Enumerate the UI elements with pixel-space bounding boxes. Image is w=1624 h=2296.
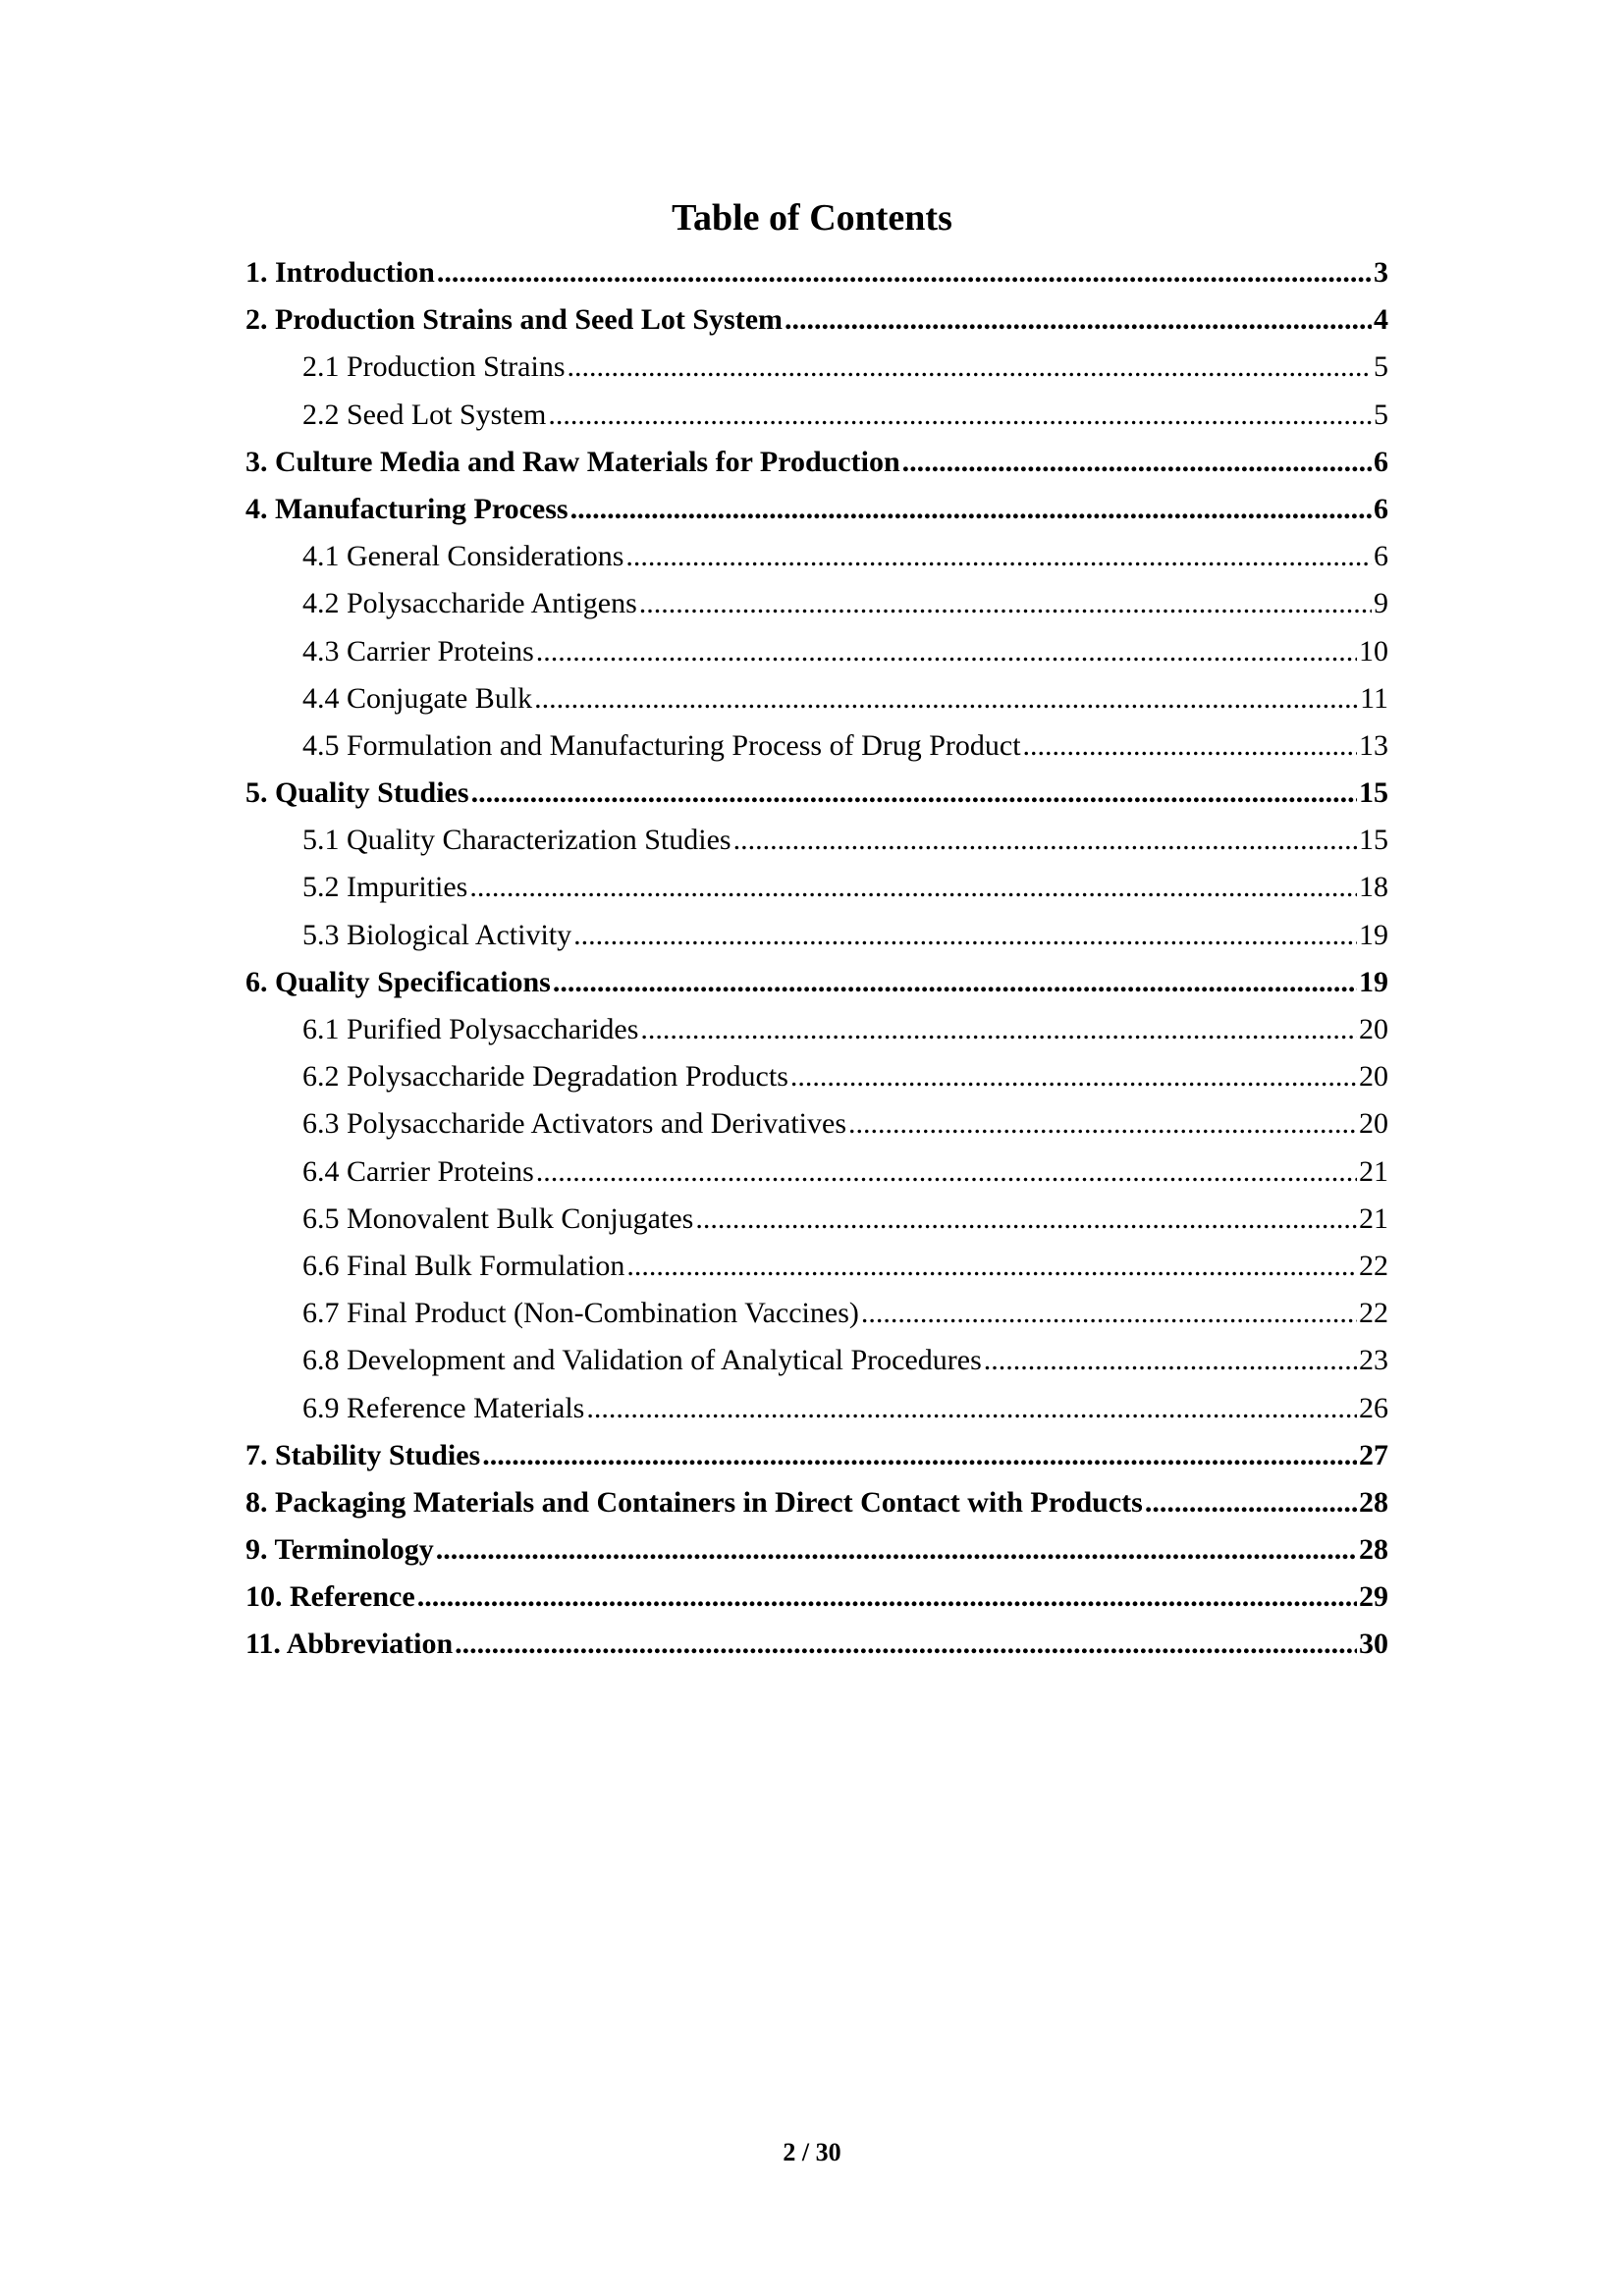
toc-section-link[interactable] [245, 1574, 1388, 1621]
toc-subsection-link[interactable] [245, 675, 1388, 722]
toc-subsection-link[interactable] [245, 864, 1388, 911]
toc-page-number: 26 [1359, 1391, 1388, 1424]
toc-page-number: 6 [1374, 445, 1388, 478]
toc-subsection-link[interactable] [245, 392, 1388, 439]
toc-subsection-link[interactable] [245, 1053, 1388, 1100]
toc-dot-leader [790, 1053, 1357, 1100]
toc-entry-title: 6.4 Carrier Proteins [302, 1154, 534, 1188]
toc-section-link[interactable] [245, 1526, 1388, 1574]
toc-entry-title: 4.2 Polysaccharide Antigens [302, 587, 637, 620]
toc-entry-title: 4.5 Formulation and Manufacturing Process of Drug Product [302, 728, 1021, 762]
toc-dot-leader [553, 959, 1357, 1006]
toc-subsection-link[interactable] [245, 722, 1388, 770]
toc-dot-leader [573, 912, 1357, 959]
toc-page-number: 5 [1374, 398, 1388, 431]
toc-entry-title: 7. Stability Studies [245, 1438, 481, 1471]
toc-entry-title: 5. Quality Studies [245, 776, 469, 810]
toc-page-number: 4 [1374, 303, 1388, 337]
toc-dot-leader [695, 1196, 1357, 1243]
toc-dot-leader [640, 1006, 1357, 1053]
toc-entry-title: 5.3 Biological Activity [302, 918, 572, 951]
toc-subsection-link[interactable] [245, 1196, 1388, 1243]
page-number-footer: 2 / 30 [783, 2138, 841, 2166]
toc-page-number: 19 [1359, 965, 1388, 998]
toc-dot-leader [568, 344, 1373, 391]
toc-entry-title: 9. Terminology [245, 1533, 434, 1567]
toc-page-number: 11 [1360, 681, 1388, 715]
toc-subsection-link[interactable] [245, 1148, 1388, 1196]
toc-subsection-link[interactable] [245, 912, 1388, 959]
toc-page-number: 20 [1359, 1107, 1388, 1141]
toc-page-number: 5 [1374, 350, 1388, 384]
toc-entry-title: 6. Quality Specifications [245, 965, 551, 998]
toc-page-number: 28 [1359, 1485, 1388, 1519]
toc-entry-title: 6.6 Final Bulk Formulation [302, 1249, 625, 1282]
toc-page-number: 23 [1359, 1344, 1388, 1377]
toc-section-link[interactable] [245, 1479, 1388, 1526]
toc-entry-title: 1. Introduction [245, 256, 435, 289]
toc-dot-leader [536, 628, 1357, 675]
toc-entry-title: 4.4 Conjugate Bulk [302, 681, 533, 715]
toc-entry-title: 2.1 Production Strains [302, 350, 566, 384]
toc-subsection-link[interactable] [245, 817, 1388, 864]
toc-entry-title: 2.2 Seed Lot System [302, 398, 547, 431]
toc-subsection-link[interactable] [245, 1243, 1388, 1290]
toc-page-number: 10 [1359, 634, 1388, 667]
toc-section-link[interactable] [245, 439, 1388, 486]
toc-page-number: 3 [1374, 256, 1388, 289]
toc-page-number: 6 [1374, 492, 1388, 525]
toc-page-number: 19 [1359, 918, 1388, 951]
toc-section-link[interactable] [245, 1621, 1388, 1668]
toc-page-number: 18 [1359, 871, 1388, 904]
toc-dot-leader [437, 249, 1372, 296]
toc-subsection-link[interactable] [245, 1006, 1388, 1053]
toc-dot-leader [455, 1621, 1357, 1668]
toc-subsection-link[interactable] [245, 1290, 1388, 1337]
page-title: Table of Contents [672, 197, 952, 239]
toc-section-link[interactable] [245, 1432, 1388, 1479]
toc-dot-leader [626, 1243, 1357, 1290]
toc-section-link[interactable] [245, 296, 1388, 344]
toc-subsection-link[interactable] [245, 580, 1388, 627]
toc-section-link[interactable] [245, 959, 1388, 1006]
toc-subsection-link[interactable] [245, 344, 1388, 391]
toc-dot-leader [417, 1574, 1357, 1621]
toc-entry-title: 5.1 Quality Characterization Studies [302, 824, 731, 857]
toc-subsection-link[interactable] [245, 628, 1388, 675]
toc-dot-leader [436, 1526, 1357, 1574]
toc-page-number: 15 [1359, 824, 1388, 857]
toc-dot-leader [984, 1337, 1357, 1384]
toc-page-number: 28 [1359, 1533, 1388, 1567]
toc-entry-title: 3. Culture Media and Raw Materials for Production [245, 445, 900, 478]
toc-dot-leader [625, 533, 1372, 580]
toc-entry-title: 6.2 Polysaccharide Degradation Products [302, 1060, 788, 1094]
toc-dot-leader [570, 486, 1372, 533]
toc-dot-leader [469, 864, 1357, 911]
toc-dot-leader [482, 1432, 1357, 1479]
toc-entry-title: 4. Manufacturing Process [245, 492, 568, 525]
toc-dot-leader [536, 1148, 1357, 1196]
toc-page-number: 20 [1359, 1013, 1388, 1045]
toc-page-number: 9 [1374, 587, 1388, 620]
toc-page-number: 13 [1359, 728, 1388, 762]
toc-dot-leader [848, 1100, 1357, 1148]
toc-subsection-link[interactable] [245, 1385, 1388, 1432]
toc-subsection-link[interactable] [245, 1100, 1388, 1148]
toc-page-number: 6 [1374, 540, 1388, 573]
toc-entry-title: 6.3 Polysaccharide Activators and Derivatives [302, 1107, 847, 1141]
toc-subsection-link[interactable] [245, 1337, 1388, 1384]
toc-page-number: 22 [1359, 1297, 1388, 1330]
toc-dot-leader [861, 1290, 1357, 1337]
toc-section-link[interactable] [245, 770, 1388, 817]
toc-dot-leader [1023, 722, 1357, 770]
toc-entry-title: 6.5 Monovalent Bulk Conjugates [302, 1201, 694, 1235]
toc-entry-title: 6.9 Reference Materials [302, 1391, 585, 1424]
toc-page-number: 20 [1359, 1060, 1388, 1094]
toc-section-link[interactable] [245, 486, 1388, 533]
toc-dot-leader [471, 770, 1357, 817]
toc-dot-leader [902, 439, 1372, 486]
toc-page-number: 29 [1359, 1580, 1388, 1614]
toc-dot-leader [1145, 1479, 1357, 1526]
toc-entry-title: 5.2 Impurities [302, 871, 468, 904]
toc-page-number: 21 [1359, 1154, 1388, 1188]
toc-dot-leader [586, 1385, 1357, 1432]
toc-subsection-link[interactable] [245, 533, 1388, 580]
toc-entry-title: 4.1 General Considerations [302, 540, 624, 573]
toc-page-number: 15 [1359, 776, 1388, 810]
toc-page-number: 22 [1359, 1249, 1388, 1282]
toc-page-number: 30 [1359, 1628, 1388, 1661]
table-of-contents [245, 249, 1388, 1669]
toc-entry-title: 2. Production Strains and Seed Lot System [245, 303, 784, 337]
toc-entry-title: 4.3 Carrier Proteins [302, 634, 534, 667]
toc-section-link[interactable] [245, 249, 1388, 296]
toc-entry-title: 10. Reference [245, 1580, 415, 1614]
toc-dot-leader [639, 580, 1372, 627]
toc-dot-leader [548, 392, 1372, 439]
toc-entry-title: 8. Packaging Materials and Containers in Direct Contact with Products [245, 1485, 1143, 1519]
toc-entry-title: 6.8 Development and Validation of Analytical Procedures [302, 1344, 982, 1377]
toc-entry-title: 6.7 Final Product (Non-Combination Vaccines) [302, 1297, 859, 1330]
toc-dot-leader [785, 296, 1372, 344]
toc-dot-leader [733, 817, 1357, 864]
toc-entry-title: 11. Abbreviation [245, 1628, 454, 1661]
toc-page-number: 27 [1359, 1438, 1388, 1471]
toc-page-number: 21 [1359, 1201, 1388, 1235]
toc-entry-title: 6.1 Purified Polysaccharides [302, 1013, 639, 1045]
toc-dot-leader [534, 675, 1358, 722]
